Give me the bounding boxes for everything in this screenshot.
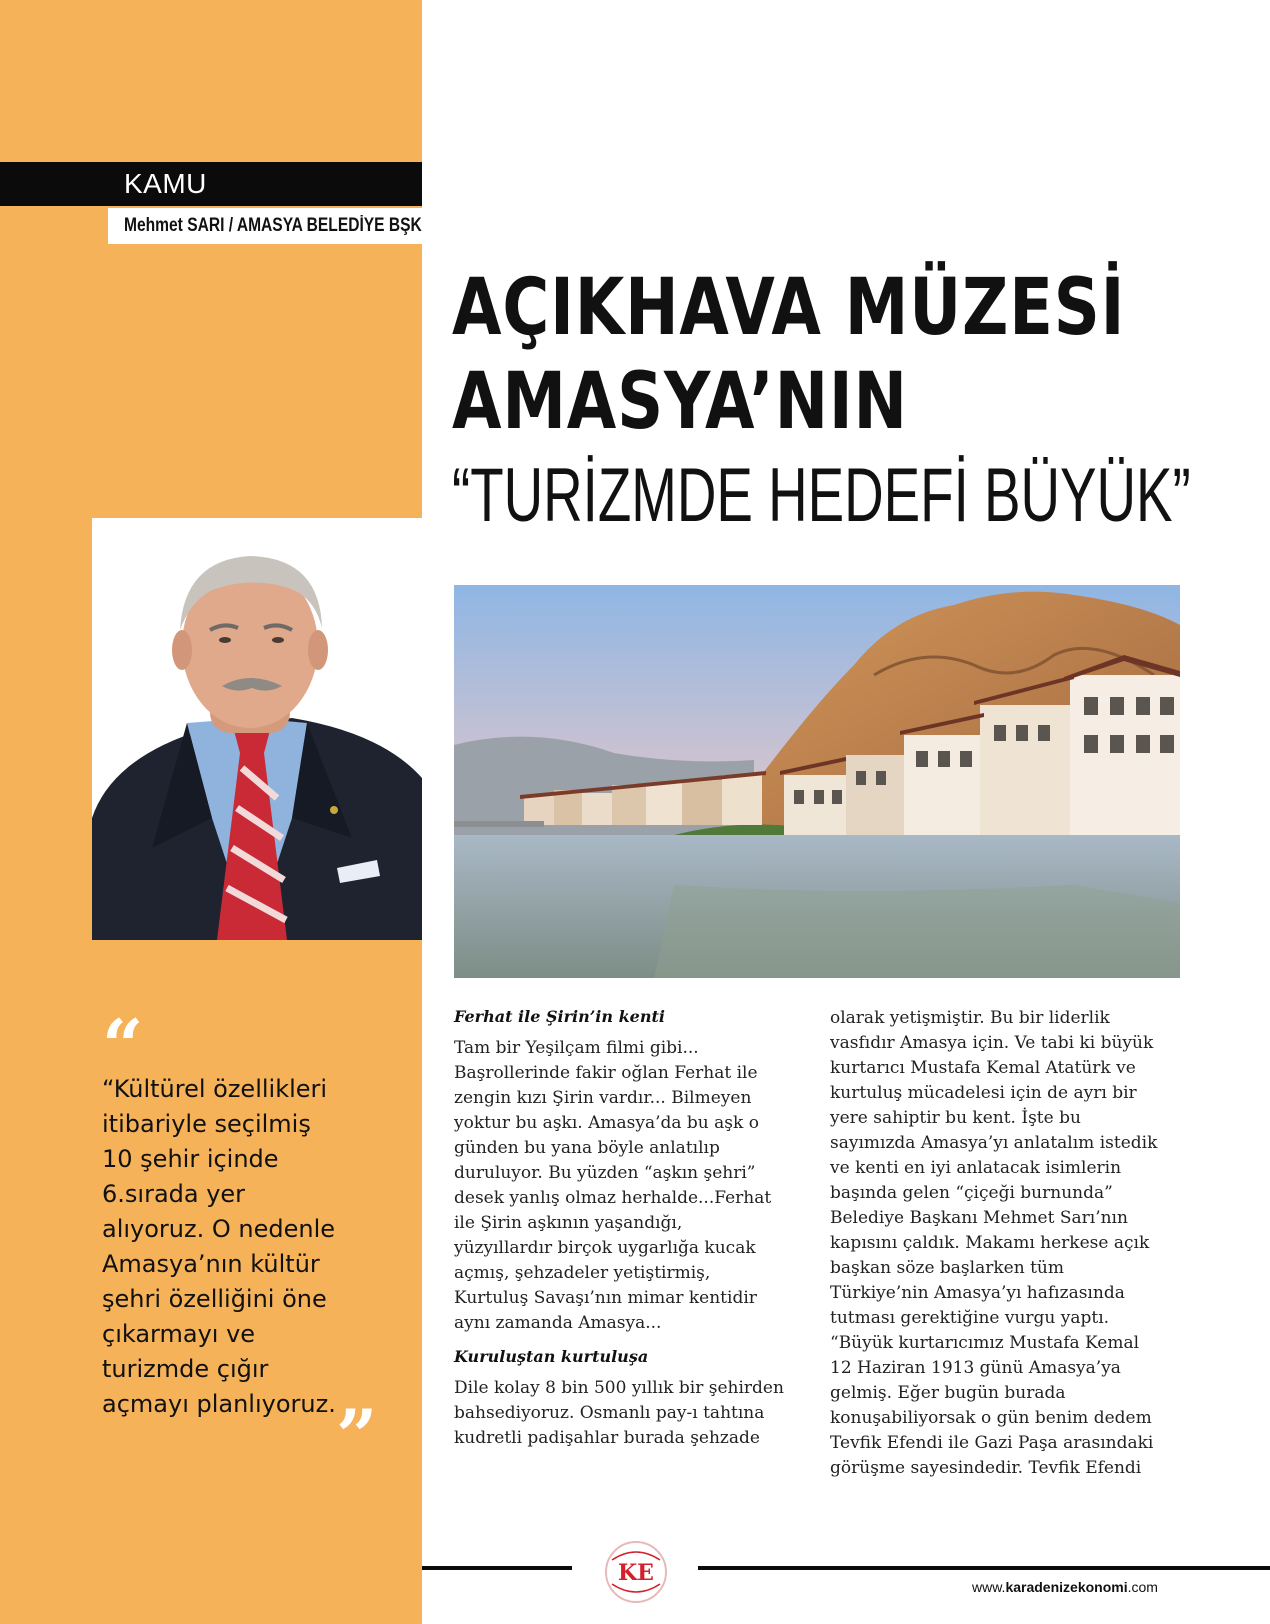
section-bar [0, 162, 422, 206]
website-prefix: www. [972, 1579, 1006, 1595]
pull-quote: “Kültürel özellikleri itibariyle seçilmiş 10 şehir içinde 6.sırada yer alıyoruz. O nedenle Amasya’nın kültür şehri özelliğini öne çıkarmayı ve turizmde çığır açmayı planlıyoruz. [102, 1075, 336, 1418]
subheading-ferhat-sirin: Ferhat ile Şirin’in kenti [454, 1007, 665, 1026]
headline-line-1: AÇIKHAVA MÜZESİ [452, 263, 1126, 353]
portrait-photo [92, 518, 422, 940]
ke-logo [604, 1540, 668, 1604]
headline-line-2: AMASYA’NIN [452, 357, 908, 447]
quote-open-mark: “ [102, 1003, 144, 1088]
quote-close-mark: ” [336, 1393, 378, 1478]
article-column-1 [454, 1006, 784, 1461]
hero-illustration [454, 585, 1180, 978]
paragraph-2: Dile kolay 8 bin 500 yıllık bir şehirden bahsediyoruz. Osmanlı pay-ı tahtına kudretli padişahlar burada şehzade [454, 1378, 784, 1448]
article-column-2 [830, 1006, 1160, 1491]
headline-line-3: “TURİZMDE HEDEFİ BÜYÜK” [452, 453, 1191, 538]
website-url[interactable] [972, 1578, 1158, 1596]
section-label: KAMU [124, 168, 207, 199]
paragraph-1: Tam bir Yeşilçam filmi gibi... Başrollerinde fakir oğlan Ferhat ile zengin kızı Şirin vardır... Bilmeyen yoktur bu aşkı. Amasya’da bu aşk o günden bu yana böyle anlatılıp duruluyor. Bu yüzden “aşkın şehri” desek yanlış olmaz herhalde...Ferhat ile Şirin aşkının yaşandığı, yüzyıllardır birçok uygarlığa kucak açmış, şehzadeler yetiştirmiş, Kurtuluş Savaşı’nın mimar kentidir aynı zamanda Amasya... [454, 1038, 772, 1333]
portrait-illustration [92, 518, 422, 940]
ke-logo-text: KE [618, 1560, 654, 1586]
website-suffix: .com [1127, 1579, 1158, 1595]
hero-photo [454, 585, 1180, 978]
website-name: karadenizekonomi [1005, 1579, 1128, 1595]
subheading-kurulus: Kuruluştan kurtuluşa [454, 1347, 649, 1366]
ke-logo-icon [604, 1540, 668, 1604]
author-byline: Mehmet SARI / AMASYA BELEDİYE BŞK [124, 215, 422, 236]
paragraph-3: olarak yetişmiştir. Bu bir liderlik vasfıdır Amasya için. Ve tabi ki büyük kurtarıcı Mustafa Kemal Atatürk ve kurtuluş mücadelesi için de ayrı bir yere sahiptir bu kent. İşte bu sayımızda Amasya’yı anlatalım istedik ve kenti en iyi anlatacak isimlerin başında gelen “çiçeği burnunda” Belediye Başkanı Mehmet Sarı’nın kapısını çaldık. Makamı herkese açık başkan söze başlarken tüm Türkiye’nin Amasya’yı hafızasında tutması gerektiğine vurgu yaptı. “Büyük kurtarıcımız Mustafa Kemal 12 Haziran 1913 günü Amasya’ya gelmiş. Eğer bugün burada konuşabiliyorsak o gün benim dedem Tevfik Efendi ile Gazi Paşa arasındaki görüşme sayesindedir. Tevfik Efendi [830, 1008, 1158, 1478]
footer-rule-right [698, 1566, 1270, 1570]
footer-rule-left [422, 1566, 572, 1570]
